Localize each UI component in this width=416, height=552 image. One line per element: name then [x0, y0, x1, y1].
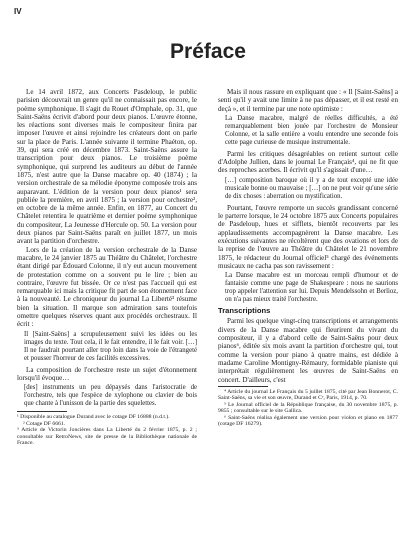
- footnote: ¹ Disponible au catalogue Durand avec le cotage DF 16888 (n.d.t.).: [17, 414, 170, 421]
- block-quote: La Danse macabre est un morceau rempli d'humour et de fantaisie comme une page de Shakespeare : nous ne saurions trop appeler l'attention sur lui. Depuis Mendelssohn et Berlioz, on n'a pas mieux traité l'orchestre.: [225, 272, 398, 304]
- footnote: ⁶ Saint-Saëns réalisa également une version pour violon et piano en 1877 (cotage DF 16279).: [218, 414, 398, 428]
- section-heading: Transcriptions: [218, 306, 271, 316]
- block-quote: […] composition baroque où il y a de tout excepté une idée musicale bonne ou mauvaise ; […] on ne peut voir qu'une série de dix choses : aberration ou mystification.: [225, 176, 398, 200]
- block-quote: La Danse macabre, malgré de réelles difficultés, a été remarquablement bien jouée par l'orchestre de Monsieur Colonne, et la salle entière a voulu entendre une seconde fois cette page curieuse de musique instrumentale.: [225, 114, 398, 146]
- body-paragraph: La composition de l'orchestre reste un sujet d'étonnement lorsqu'il évoque…: [17, 365, 197, 382]
- footnote-separator: [17, 411, 67, 412]
- right-column: [218, 88, 398, 428]
- body-paragraph: Parmi les quelque vingt-cinq transcriptions et arrangements divers de la Danse macabre qui fleurirent du vivant du compositeur, il y a d'abord celle de Saint-Saëns pour deux pianos⁶, éditée six mois avant la partition d'orchestre qui, tout comme la version pour piano à quatre mains, est dédiée à madame Caroline Montigny-Rémaury, formidable pianiste qui interprétait régulièrement les œuvres de Saint-Saëns en concert. D'ailleurs, c'est: [218, 317, 398, 384]
- block-quote: Il [Saint-Saëns] a scrupuleusement suivi les idées ou les images du texte. Tout cela, il le fait entendre, il le fait voir. […] Il ne faudrait pourtant aller trop loin dans la voie de l'étrangeté et pousser l'horreur de ces facilités excessives.: [24, 330, 197, 362]
- page-number: IV: [14, 7, 22, 16]
- footnote: ⁴ Article du journal Le Français du 5 juillet 1875, cité par Jean Bonnerot, C. Saint-Saëns, sa vie et son œuvre, Durand et Cᵉ, Paris, 1914, p. 70.: [218, 388, 398, 402]
- body-paragraph: Lors de la création de la version orchestrale de la Danse macabre, le 24 janvier 1875 au Théâtre du Châtelet, l'orchestre étant dirigé par Édouard Colonne, il n'y eut aucun mouvement de protestation comme on a souvent pu le lire ; bien au contraire, l'œuvre fut bissée. Or ce n'est pas l'accueil qui est remarquable ici mais la critique fit part de son étonnement face à la nouveauté. Le chroniqueur du journal La Liberté³ résume bien la situation. Il marque son admiration sans toutefois omettre quelques réserves quant aux procédés orchestraux. Il écrit :: [17, 245, 197, 329]
- footnote: ² Cotage DF 6661.: [23, 420, 66, 427]
- footnote: ³ Article de Victorin Joncières dans La Liberté du 2 février 1875, p. 2 ; consultable sur RetroNews, site de presse de la Bibliothèque nationale de France.: [17, 427, 197, 447]
- page-title: Préface: [170, 40, 246, 63]
- body-paragraph: Parmi les critiques désagréables on retient surtout celle d'Adolphe Jullien, dans le journal Le Français⁴, qui ne fit que des reproches acerbes. Il écrivit qu'il s'agissait d'une…: [218, 149, 398, 175]
- left-column: [17, 88, 197, 447]
- body-paragraph: Pourtant, l'œuvre remporte un succès grandissant concerné le parterre lorsque, le 24 octobre 1875 aux Concerts populaires de Pasdeloup, hues et sifflets, bientôt recouverts par les applaudissements accompagnèrent la Danse macabre. Les exécutions suivantes ne récoltèrent que des ovations et lors de la reprise de l'œuvre au Théâtre du Châtelet le 21 novembre 1875, le rédacteur du Journal officiel⁵ chargé des événements musicaux ne cacha pas son ravissement :: [218, 203, 398, 270]
- block-quote: [des] instruments un peu dépaysés dans l'aristocratie de l'orchestre, tels que l'espèce de xylophone ou clavier de bois que chante à l'unisson de la partie des squelettes.: [24, 384, 197, 408]
- body-paragraph: Le 14 avril 1872, aux Concerts Pasdeloup, le public parisien découvrait un genre qu'il ne connaissait pas encore, le poème symphonique. Il s'agit du Rouet d'Omphale, op. 31, que Saint-Saëns écrivit d'abord pour deux pianos. L'œuvre étonne, les réactions sont diverses mais le compositeur finira par imposer l'œuvre et ainsi rejoindre les créateurs dont on parle sur la place de Paris. L'année suivante il termine Phaéton, op. 39, qui sera créé en décembre 1873. Saint-Saëns assure la transcription pour deux pianos. Le troisième poème symphonique, qui surprend les auditeurs au début de l'année 1875, n'est autre que la Danse macabre op. 40 (1874) ; la version orchestrale de sa mélodie éponyme composée trois ans auparavant. L'édition de la version pour deux pianos¹ sera publiée la première, en avril 1875 ; la version pour orchestre², en octobre de la même année. Enfin, en 1877, au Concert du Châtelet retentira le quatrième et dernier poème symphonique du compositeur, La Jeunesse d'Hercule op. 50. La version pour deux pianos par Saint-Saëns paraît en juillet 1877, un mois avant la partition d'orchestre.: [17, 88, 197, 246]
- footnote-separator: [218, 386, 268, 387]
- body-paragraph: Mais il nous rassure en expliquant que : « Il [Saint-Saëns] a senti qu'il y avait une limite à ne pas dépasser, et il est resté en deçà », et il termine par une note optimiste :: [218, 88, 398, 113]
- footnote: ⁵ Le Journal officiel de la République française, du 30 novembre 1875, p. 9855 ; consultable sur le site Gallica.: [218, 401, 398, 415]
